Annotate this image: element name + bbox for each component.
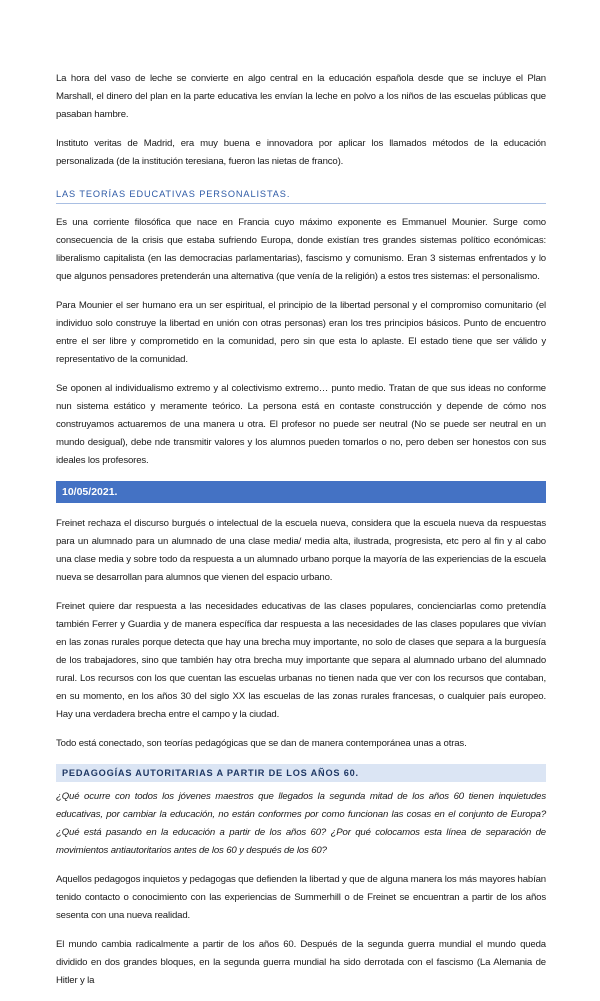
document-body — [56, 70, 546, 1001]
section-heading-autoritarias: PEDAGOGÍAS AUTORITARIAS A PARTIR DE LOS AÑOS 60. — [56, 764, 546, 782]
paragraph-mounier-origen: Es una corriente filosófica que nace en Francia cuyo máximo exponente es Emmanuel Mounier. Surge como consecuencia de la crisis que estaba sufriendo Europa, donde existían tres grandes sistemas político económicas: liberalismo capitalista (en las democracias parlamentarias), fascismo y comunismo. Eran 3 sistemas enfrentados y lo que algunos pensadores pretenderán una alternativa (que venía de la religión) a estos tres sistemas: el personalismo. — [56, 217, 546, 282]
paragraph-freinet-clases-populares: Freinet quiere dar respuesta a las necesidades educativas de las clases populares, concienciarlas como pretendía también Ferrer y Guardia y de manera específica dar respuesta a las necesidades de las clases populares que vivían en las zonas rurales porque detecta que hay una brecha muy importante, no solo de clases que separa a la burguesía de los trabajadores, sino que también hay otra brecha muy importante que separa al alumnado urbano del alumnado rural. Los recursos con los que cuentan las escuelas urbanas no tienen nada que ver con los recursos que contaban, en su momento, en los años 30 del siglo XX las escuelas de las zonas rurales francesas, o cualquier país europeo. Hay una verdadera brecha entre el campo y la ciudad. — [56, 601, 546, 720]
paragraph-vaso-de-leche: La hora del vaso de leche se convierte en algo central en la educación española desde que se incluye el Plan Marshall, el dinero del plan en la parte educativa les envían la leche en polvo a los niños de las escuelas públicas que pasaban hambre. — [56, 73, 546, 120]
paragraph-todo-conectado: Todo está conectado, son teorías pedagógicas que se dan de manera contemporánea unas a otras. — [56, 738, 467, 749]
paragraph-instituto-veritas: Instituto veritas de Madrid, era muy buena e innovadora por aplicar los llamados métodos de la educación personalizada (de la institución teresiana, fueron las nietas de franco). — [56, 138, 546, 167]
paragraph-freinet-rechaza: Freinet rechaza el discurso burgués o intelectual de la escuela nueva, considera que la escuela nueva da respuestas para un alumnado para un alumnado de una clase media/ media alta, ilustrada, progresista, etc pero al fin y al cabo una clase media y sobre todo da respuesta a un alumnado urbano porque la mayoría de las experiencias de la escuela nueva se desarrollan para alumnos que vienen del espacio urbano. — [56, 518, 546, 583]
section-heading-personalistas: LAS TEORÍAS EDUCATIVAS PERSONALISTAS. — [56, 187, 546, 204]
paragraph-individualismo: Se oponen al individualismo extremo y al colectivismo extremo… punto medio. Tratan de que sus ideas no conforme nun sistema estático y meramente teórico. La persona está en contaste construcción y depende de cómo nos construyamos actuaremos de una manera u otra. El profesor no puede ser neutral (No se puede ser neutral en un mundo desigual), debe nde transmitir valores y los alumnos pueden tomarlos o no, pero deben ser honestos con sus ideales los profesores. — [56, 383, 546, 466]
paragraph-mounier-principios: Para Mounier el ser humano era un ser espiritual, el principio de la libertad personal y el compromiso comunitario (el individuo solo construye la libertad en unión con otras personas) eran los tres principios básicos. Punto de encuentro entre el ser libre y comprometido en la comunidad, pero sin que esta lo aplaste. El estado tiene que ser válido y representativo de la comunidad. — [56, 300, 546, 365]
paragraph-pedagogos-inquietos: Aquellos pedagogos inquietos y pedagogas que defienden la libertad y que de alguna manera los más mayores habían tenido contacto o conocimiento con las experiencias de Summerhill o de Freinet se encuentran a partir de los años sesenta con una nueva realidad. — [56, 874, 546, 921]
paragraph-preguntas: ¿Qué ocurre con todos los jóvenes maestros que llegados la segunda mitad de los años 60 tienen inquietudes educativas, por cambiar la educación, no están conformes por como funcionan las cosas en el conjunto de Europa? ¿Qué está pasando en la educación a partir de los años 60? ¿Por qué colocamos esta línea de separación de movimientos antiautoritarios antes de los 60 y después de los 60? — [56, 791, 546, 856]
paragraph-mundo-cambia: El mundo cambia radicalmente a partir de los años 60. Después de la segunda guerra mundial el mundo queda dividido en dos grandes bloques, en la segunda guerra mundial ha sido derrotada con el fascismo (La Alemania de Hitler y la — [56, 939, 546, 986]
date-heading: 10/05/2021. — [56, 481, 546, 503]
